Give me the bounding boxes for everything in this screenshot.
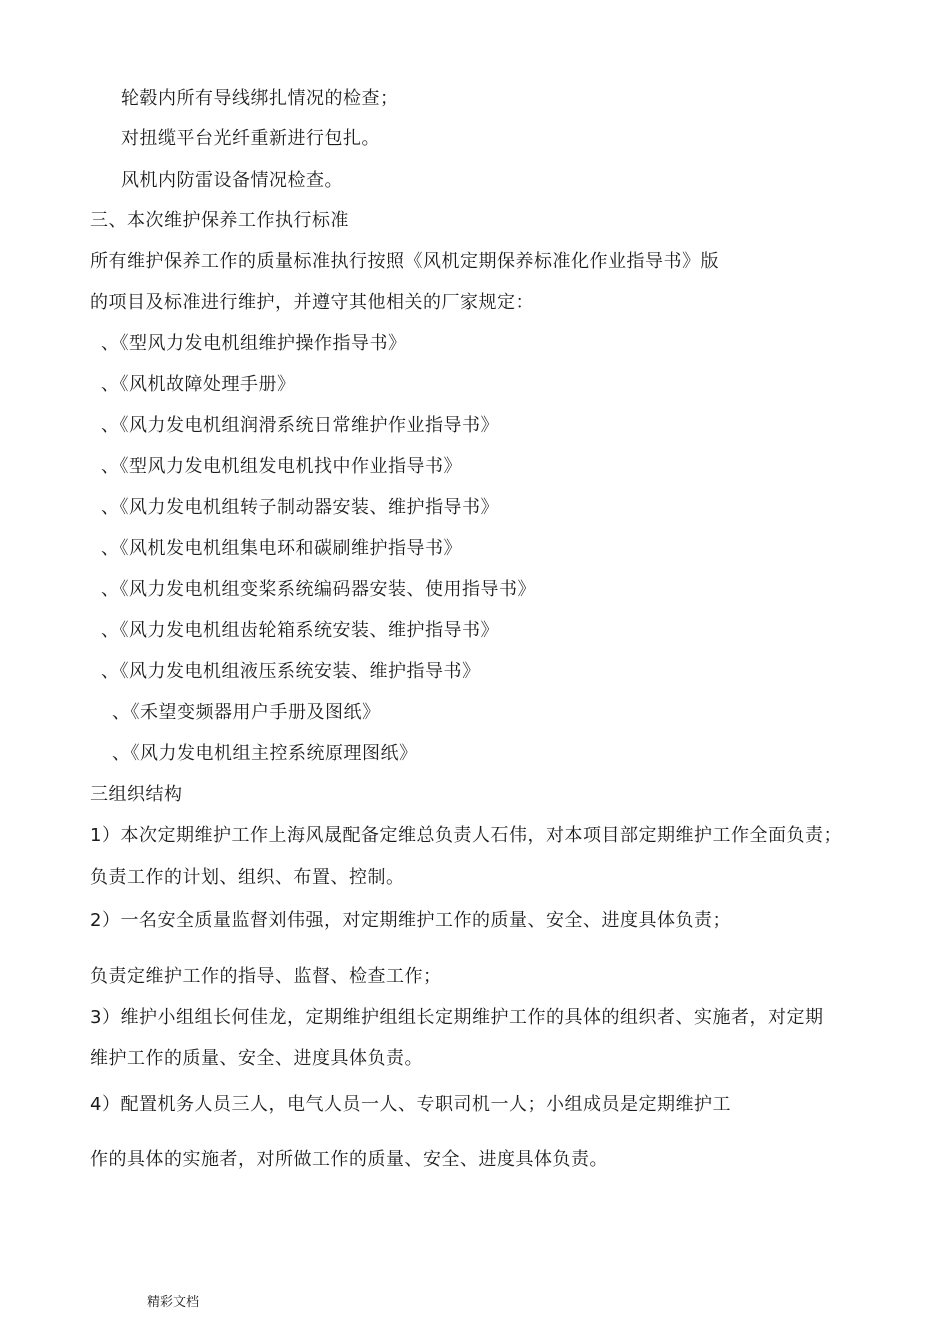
check-line: 轮毂内所有导线绑扎情况的检查； xyxy=(121,88,399,109)
check-line: 对扭缆平台光纤重新进行包扎。 xyxy=(121,128,380,149)
org-line: 维护工作的质量、安全、进度具体负责。 xyxy=(90,1048,423,1069)
page-footer: 精彩文档 xyxy=(147,1295,200,1310)
section-heading: 三、本次维护保养工作执行标准 xyxy=(90,210,349,231)
org-line: 1）本次定期维护工作上海风晟配备定维总负责人石伟，对本项目部定期维护工作全面负责； xyxy=(90,825,842,846)
org-line: 负责定维护工作的指导、监督、检查工作； xyxy=(90,966,442,987)
reference-item: 、《风力发电机组液压系统安装、维护指导书》 xyxy=(101,661,481,682)
section-heading: 三组织结构 xyxy=(90,784,183,805)
reference-item: 、《风力发电机组变桨系统编码器安装、使用指导书》 xyxy=(101,579,536,600)
reference-item: 、《风力发电机组润滑系统日常维护作业指导书》 xyxy=(101,415,499,436)
reference-item: 、《型风力发电机组维护操作指导书》 xyxy=(101,333,407,354)
reference-item: 、《禾望变频器用户手册及图纸》 xyxy=(112,702,381,723)
reference-item: 、《型风力发电机组发电机找中作业指导书》 xyxy=(101,456,462,477)
check-line: 风机内防雷设备情况检查。 xyxy=(121,170,343,191)
paragraph-line: 所有维护保养工作的质量标准执行按照《风机定期保养标准化作业指导书》版 xyxy=(90,251,719,272)
reference-item: 、《风力发电机组转子制动器安装、维护指导书》 xyxy=(101,497,499,518)
org-line: 作的具体的实施者，对所做工作的质量、安全、进度具体负责。 xyxy=(90,1149,608,1170)
paragraph-line: 的项目及标准进行维护，并遵守其他相关的厂家规定： xyxy=(90,292,534,313)
reference-item: 、《风力发电机组齿轮箱系统安装、维护指导书》 xyxy=(101,620,499,641)
org-line: 4）配置机务人员三人，电气人员一人、专职司机一人；小组成员是定期维护工 xyxy=(90,1094,731,1115)
org-line: 负责工作的计划、组织、布置、控制。 xyxy=(90,867,405,888)
reference-item: 、《风力发电机组主控系统原理图纸》 xyxy=(112,743,418,764)
reference-item: 、《风机故障处理手册》 xyxy=(101,374,296,395)
org-line: 3）维护小组组长何佳龙，定期维护组组长定期维护工作的具体的组织者、实施者，对定期 xyxy=(90,1007,824,1028)
org-line: 2）一名安全质量监督刘伟强，对定期维护工作的质量、安全、进度具体负责； xyxy=(90,910,731,931)
reference-item: 、《风机发电机组集电环和碳刷维护指导书》 xyxy=(101,538,462,559)
